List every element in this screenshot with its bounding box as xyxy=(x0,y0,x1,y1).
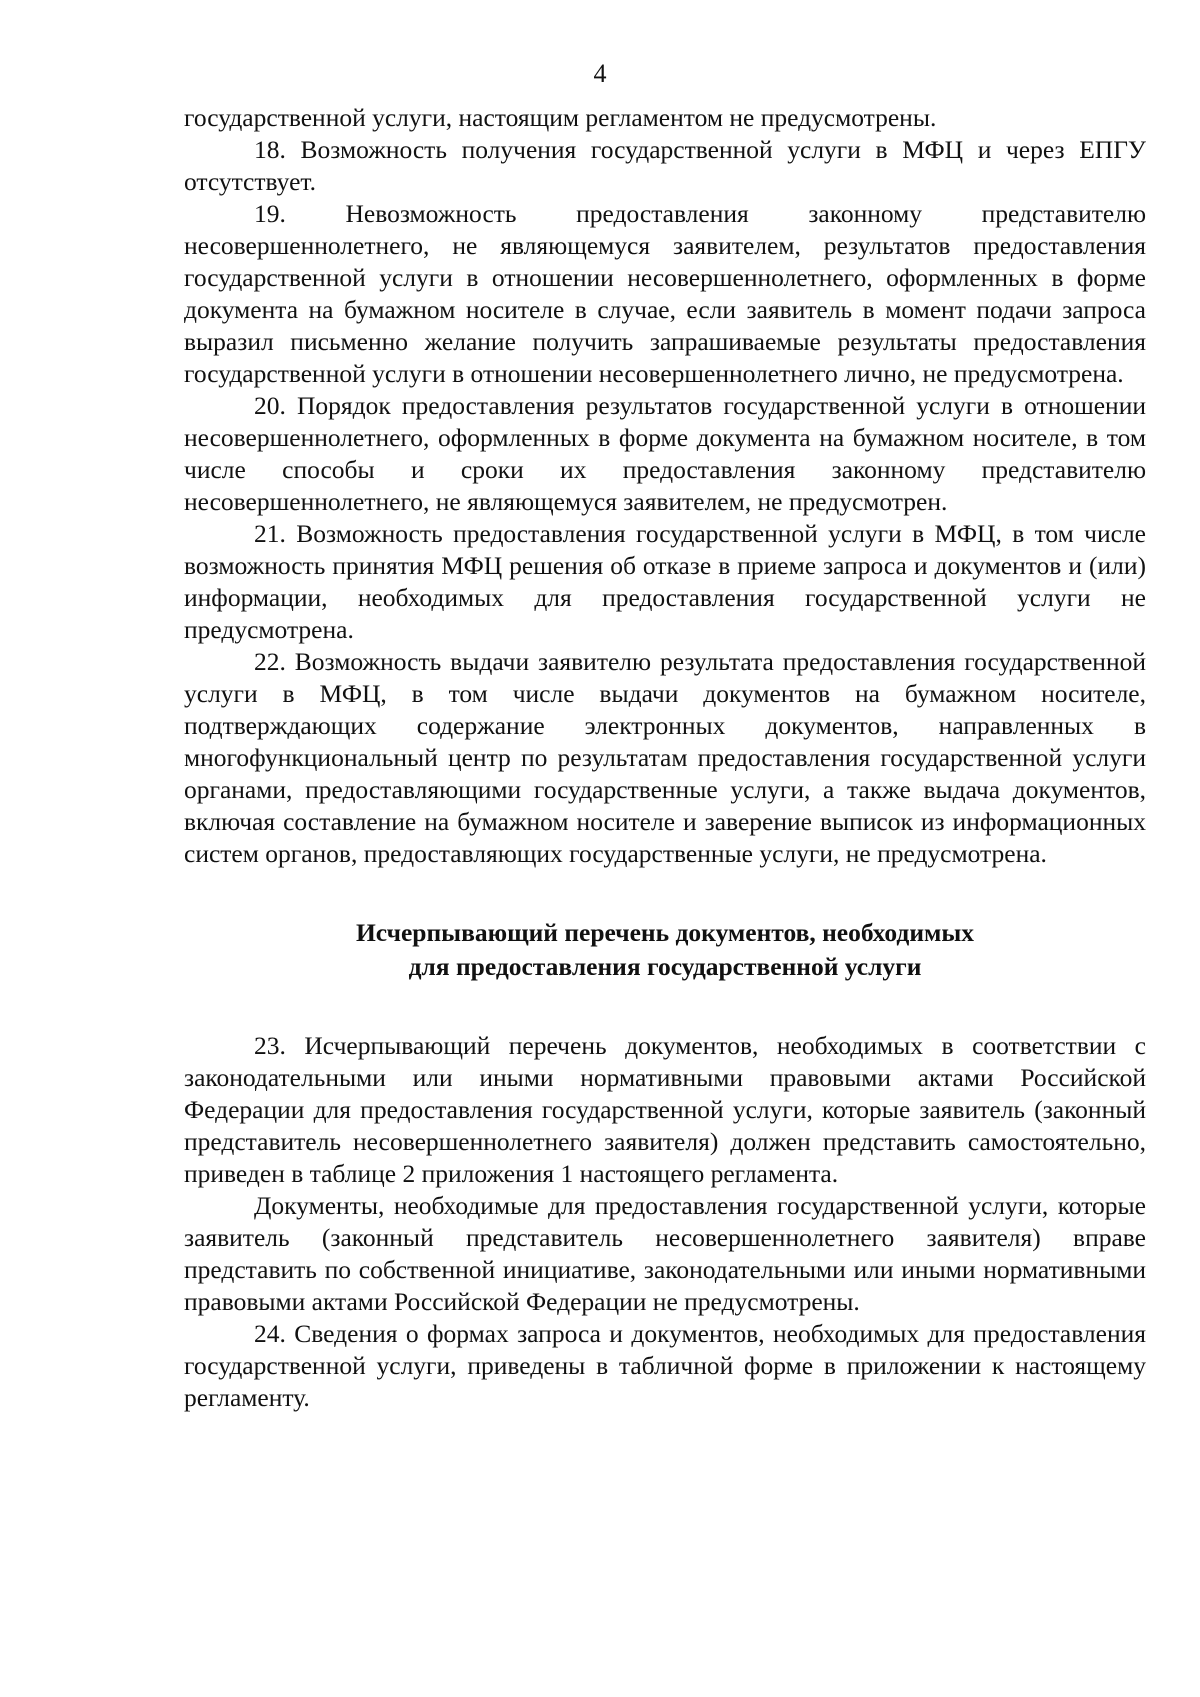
paragraph-20: 20. Порядок предоставления результатов государственной услуги в отношении несовершеннолетнего, оформленных в форме документа на бумажном носителе, в том числе способы и сроки их предоставления законному представителю несовершеннолетнего, не являющемуся заявителем, не предусмотрен. xyxy=(184,391,1146,516)
section-heading-line-2: для предоставления государственной услуги xyxy=(408,952,922,981)
document-body xyxy=(184,102,1146,1414)
section-heading-line-1: Исчерпывающий перечень документов, необходимых xyxy=(355,918,975,947)
paragraph-21: 21. Возможность предоставления государственной услуги в МФЦ, в том числе возможность принятия МФЦ решения об отказе в приеме запроса и документов и (или) информации, необходимых для предоставления государственной услуги не предусмотрена. xyxy=(184,519,1146,644)
paragraph-18: 18. Возможность получения государственной услуги в МФЦ и через ЕПГУ отсутствует. xyxy=(184,135,1146,196)
section-heading xyxy=(184,916,1146,984)
paragraph-23: 23. Исчерпывающий перечень документов, необходимых в соответствии с законодательными или иными нормативными правовыми актами Российской Федерации для предоставления государственной услуги, которые заявитель (законный представитель несовершеннолетнего заявителя) должен представить самостоятельно, приведен в таблице 2 приложения 1 настоящего регламента. xyxy=(184,1031,1146,1188)
page-number: 4 xyxy=(593,59,607,88)
paragraph-23-documents: Документы, необходимые для предоставления государственной услуги, которые заявитель (законный представитель несовершеннолетнего заявителя) вправе представить по собственной инициативе, законодательными или иными нормативными правовыми актами Российской Федерации не предусмотрены. xyxy=(184,1191,1146,1316)
paragraph-24: 24. Сведения о формах запроса и документов, необходимых для предоставления государственной услуги, приведены в табличной форме в приложении к настоящему регламенту. xyxy=(184,1319,1146,1412)
paragraph-17-continuation: государственной услуги, настоящим регламентом не предусмотрены. xyxy=(184,103,937,132)
paragraph-22: 22. Возможность выдачи заявителю результата предоставления государственной услуги в МФЦ, в том числе выдачи документов на бумажном носителе, подтверждающих содержание электронных документов, направленных в многофункциональный центр по результатам предоставления государственной услуги органами, предоставляющими государственные услуги, а также выдача документов, включая составление на бумажном носителе и заверение выписок из информационных систем органов, предоставляющих государственные услуги, не предусмотрена. xyxy=(184,647,1146,868)
paragraph-19: 19. Невозможность предоставления законному представителю несовершеннолетнего, не являющемуся заявителем, результатов предоставления государственной услуги в отношении несовершеннолетнего, оформленных в форме документа на бумажном носителе в случае, если заявитель в момент подачи запроса выразил письменно желание получить запрашиваемые результаты предоставления государственной услуги в отношении несовершеннолетнего лично, не предусмотрена. xyxy=(184,199,1146,388)
